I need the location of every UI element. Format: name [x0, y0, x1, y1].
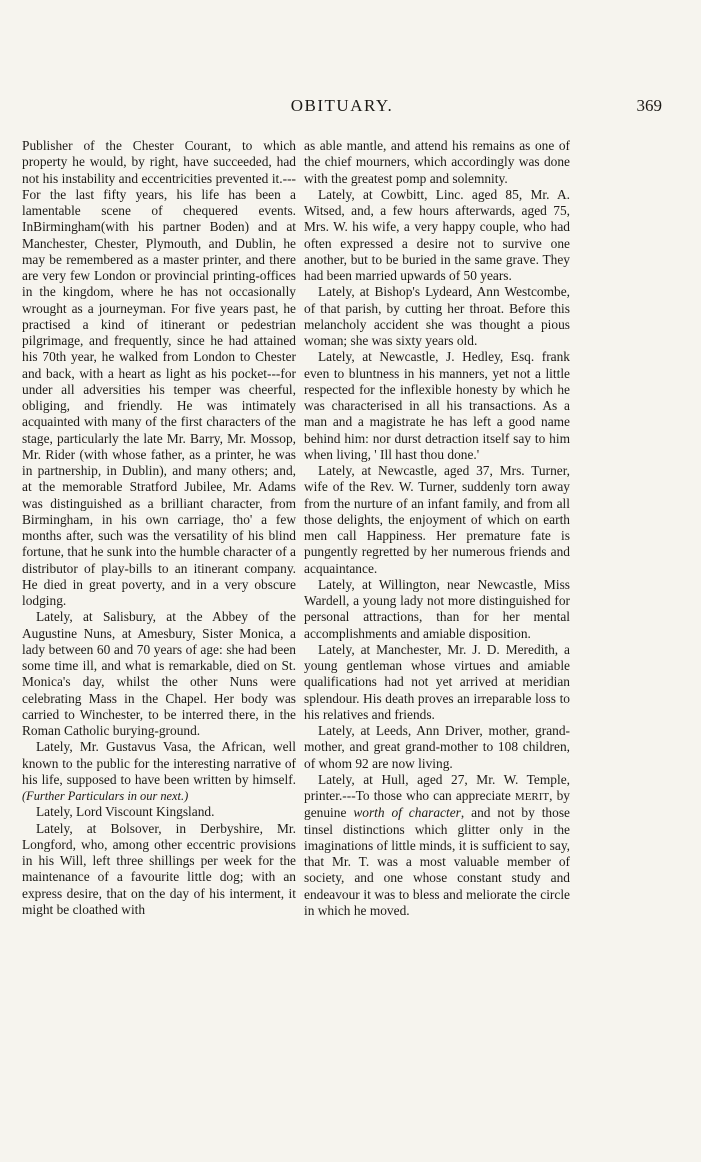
- obituary-paragraph: [304, 772, 570, 919]
- further-particulars-note: (Further Particulars in our next.): [22, 789, 189, 803]
- obituary-paragraph: Lately, at Willington, near Newcastle, Miss Wardell, a young lady not more distinguished for personal attractions, than for her mental accomplishments and amiable disposition.: [304, 576, 570, 641]
- obituary-paragraph: Lately, at Cowbitt, Linc. aged 85, Mr. A. Witsed, and, a few hours afterwards, aged 75, Mrs. W. his wife, a very happy couple, who had often expressed a desire not to survive one another, but to be buried in the same grave. They had been married upwards of 50 years.: [304, 186, 570, 283]
- obituary-text: , by genuine: [304, 788, 570, 821]
- right-column: [304, 138, 570, 919]
- page-title: OBITUARY.: [290, 96, 394, 115]
- obituary-text: Lately, Mr. Gustavus Vasa, the African, well known to the public for the interesting narrative of his life, supposed to have been written by himself.: [22, 739, 296, 787]
- obituary-paragraph: Lately, at Bishop's Lydeard, Ann Westcombe, of that parish, by cutting her throat. Before this melancholy accident she was thought a pious woman; she was sixty years old.: [304, 284, 570, 348]
- obituary-text: Lately, at Hull, aged 27, Mr. W. Temple, printer.---To those who can appreciate: [304, 771, 570, 803]
- merit-emphasis: MERIT: [514, 791, 550, 803]
- page-number: 369: [636, 96, 662, 115]
- obituary-paragraph: Lately, at Bolsover, in Derbyshire, Mr. Longford, who, among other eccentric provisions in his Will, left three shillings per week for the maintenance of a favourite little dog; with an express desire, that on the day of his interment, it might be cloathed with: [22, 820, 296, 917]
- obituary-paragraph: Lately, at Salisbury, at the Abbey of the Augustine Nuns, at Amesbury, Sister Monica, a lady between 60 and 70 years of age: she had been some time ill, and what is remarkable, died on St. Monica's day, whilst the other Nuns were celebrating Mass in the Chapel. Her body was carried to Winchester, to be interred there, in the Roman Catholic burying-ground.: [22, 609, 296, 738]
- obituary-paragraph: Lately, at Leeds, Ann Driver, mother, grand-mother, and great grand-mother to 108 children, of whom 92 are now living.: [304, 723, 570, 771]
- obituary-paragraph: Lately, at Manchester, Mr. J. D. Meredith, a young gentleman whose virtues and amiable qualifications had not yet arrived at meridian splendour. His death proves an irreparable loss to his relatives and friends.: [304, 641, 570, 722]
- obituary-paragraph: Publisher of the Chester Courant, to which property he would, by right, have succeeded, had not his instability and eccentricities prevented it.---For the last fifty years, his life has been a lamentable scene of chequered events. InBirmingham(with his partner Boden) and at Manchester, Chester, Plymouth, and Dublin, he may be remembered as a master printer, and there are very few London or provincial printing-offices in the kingdom, where he has not occasionally wrought as a journeyman. For five years past, he practised a kind of itinerant or pedestrian pilgrimage, and frequently, since he had attained his 70th year, he walked from London to Chester and back, with a heart as light as his pocket---for under all adversities his temper was cheerful, obliging, and friendly. He was intimately acquainted with many of the first characters of the stage, particularly the late Mr. Barry, Mr. Mossop, Mr. Rider (with whose father, as a printer, he was in partnership, in Dublin), and many others; and, at the memorable Stratford Jubilee, Mr. Adams was distinguished as a brilliant character, from Birmingham, in his own carriage, tho' a few months after, such was the versatility of his blind fortune, that he sunk into the humble character of a distributor of play-bills to an itinerant company. He died in great poverty, and in a very obscure lodging.: [22, 138, 296, 608]
- running-head: [22, 96, 662, 122]
- left-column: [22, 138, 296, 918]
- obituary-paragraph: [22, 739, 296, 804]
- obituary-paragraph: Lately, Lord Viscount Kingsland.: [36, 804, 215, 820]
- obituary-paragraph: as able mantle, and attend his remains as one of the chief mourners, which accordingly was done with the greatest pomp and solemnity.: [304, 138, 570, 186]
- obituary-paragraph: Lately, at Newcastle, aged 37, Mrs. Turner, wife of the Rev. W. Turner, suddenly torn away from the nurture of an infant family, and from all those delights, the enjoyment of which on earth men call Happiness. Her premature fate is pungently regretted by her numerous friends and acquaintance.: [304, 463, 570, 576]
- worth-emphasis: worth of character: [353, 805, 461, 821]
- obituary-text: , and not by those tinsel distinctions which glitter only in the imaginations of little minds, it is sufficient to say, that Mr. T. was a most valuable member of society, and one whose constant study and endeavour it was to bless and meliorate the circle in which he moved.: [304, 805, 570, 918]
- obituary-paragraph: Lately, at Newcastle, J. Hedley, Esq. frank even to bluntness in his manners, yet not a little respected for the inflexible honesty by which he was characterised in all his transactions. As a man and a magistrate he has left a good name behind him: nor durst detraction itself say to him when living, ' Ill hast thou done.': [304, 349, 570, 462]
